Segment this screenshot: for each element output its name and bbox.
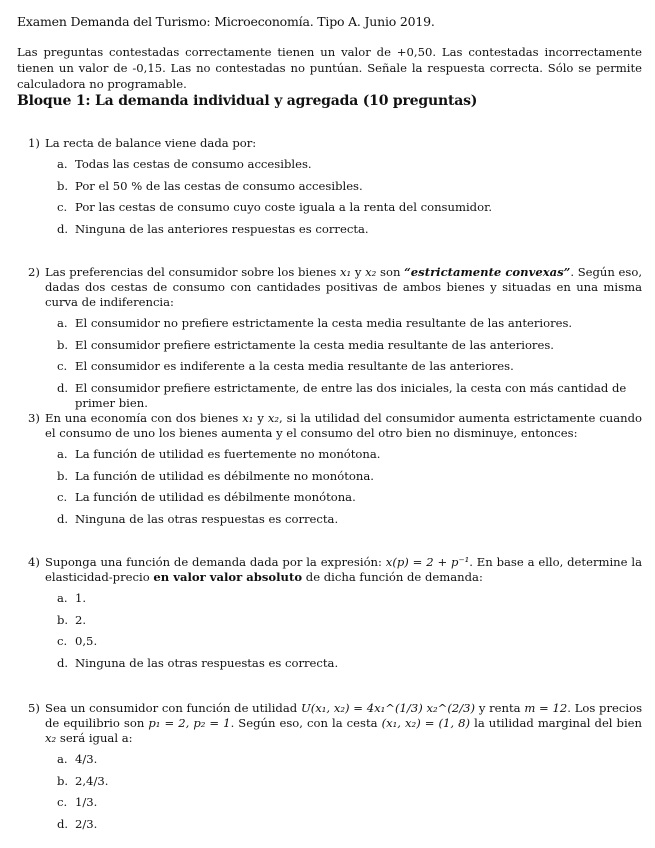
- question-text: . Según eso, dadas dos cestas de consumo con cantidades positivas de ambos bienes y situadas en una misma curva de indiferencia:: [45, 265, 643, 309]
- question-text: La recta de balance viene dada por:: [45, 136, 257, 150]
- option-letter: d.: [57, 221, 69, 236]
- question-2: [17, 265, 642, 417]
- question-text: . En base a ello, determine la elasticidad-precio: [45, 555, 642, 584]
- option-c[interactable]: [17, 634, 642, 649]
- option-letter: a.: [57, 591, 68, 605]
- option-letter: c.: [57, 200, 68, 214]
- option-a[interactable]: [17, 752, 642, 767]
- emphasized-text: “estrictamente convexas”: [404, 265, 571, 279]
- question-number: 2): [28, 265, 40, 279]
- question-text: y: [354, 265, 362, 279]
- option-letter: b.: [57, 612, 69, 627]
- option-text: Por las cestas de consumo cuyo coste iguala a la renta del consumidor.: [75, 200, 493, 214]
- option-text: La función de utilidad es débilmente monótona.: [75, 490, 356, 504]
- question-stem: [17, 265, 642, 310]
- option-letter: b.: [57, 178, 69, 193]
- option-text: 0,5.: [75, 634, 98, 648]
- question-3: [17, 411, 642, 533]
- option-a[interactable]: [17, 591, 642, 606]
- option-letter: a.: [57, 752, 68, 766]
- option-text: Todas las cestas de consumo accesibles.: [75, 157, 312, 171]
- price-values: p₁ = 2, p₂ = 1: [148, 716, 231, 730]
- question-text: son: [380, 265, 401, 279]
- math-variable: x₂: [365, 265, 377, 279]
- option-letter: b.: [57, 468, 69, 483]
- option-text: El consumidor no prefiere estrictamente la cesta media resultante de las anteriores.: [75, 316, 573, 330]
- option-b[interactable]: [17, 774, 642, 789]
- question-text: y: [257, 411, 264, 425]
- option-letter: b.: [57, 773, 69, 788]
- option-text: La función de utilidad es débilmente no monótona.: [75, 468, 374, 483]
- option-d[interactable]: [17, 656, 642, 671]
- option-letter: c.: [57, 490, 68, 504]
- option-text: 2/3.: [75, 816, 98, 831]
- option-a[interactable]: [17, 157, 642, 172]
- question-text: Las preferencias del consumidor sobre los bienes: [45, 265, 337, 279]
- option-text: 4/3.: [75, 752, 98, 766]
- option-text: Ninguna de las anteriores respuestas es correcta.: [75, 221, 369, 236]
- question-text: , si la utilidad del consumidor aumenta estrictamente cuando el consumo de uno los bienes aumenta y el consumo del otro bien no disminuye, entonces:: [45, 411, 642, 440]
- option-a[interactable]: [17, 316, 642, 331]
- option-text: Ninguna de las otras respuestas es correcta.: [75, 655, 339, 670]
- option-b[interactable]: [17, 469, 642, 484]
- option-letter: c.: [57, 634, 68, 648]
- bold-text: en valor valor absoluto: [153, 570, 303, 584]
- math-variable: x₂: [45, 731, 57, 745]
- option-letter: a.: [57, 316, 68, 330]
- option-text: 1/3.: [75, 795, 98, 809]
- question-number: 1): [28, 136, 40, 150]
- question-stem: [17, 411, 642, 441]
- question-text: . Los precios de equilibrio son: [45, 701, 643, 730]
- option-d[interactable]: [17, 222, 642, 237]
- question-text: Sea un consumidor con función de utilidad: [45, 701, 298, 715]
- math-variable: x₂: [267, 411, 280, 425]
- option-c[interactable]: [17, 795, 642, 810]
- question-4: [17, 555, 642, 677]
- option-letter: d.: [57, 655, 69, 670]
- question-number: 3): [28, 411, 40, 425]
- option-letter: d.: [57, 511, 69, 526]
- option-b[interactable]: [17, 179, 642, 194]
- option-c[interactable]: [17, 359, 642, 374]
- option-text: 2,4/3.: [75, 773, 109, 788]
- option-text: El consumidor prefiere estrictamente la cesta media resultante de las anteriores.: [75, 337, 554, 352]
- option-b[interactable]: [17, 338, 642, 353]
- option-a[interactable]: [17, 447, 642, 462]
- utility-function: U(x₁, x₂) = 4x₁^(1/3) x₂^(2/3): [300, 701, 476, 715]
- options-list: [17, 591, 642, 671]
- question-text: y renta: [478, 701, 521, 715]
- exam-header: Examen Demanda del Turismo: Microeconomía. Tipo A. Junio 2019.: [17, 14, 435, 29]
- option-text: La función de utilidad es fuertemente no monótona.: [75, 447, 381, 461]
- option-d[interactable]: [17, 512, 642, 527]
- option-text: 1.: [75, 591, 87, 605]
- option-text: El consumidor prefiere estrictamente, de entre las dos iniciales, la cesta con más cantidad de primer bien.: [75, 380, 627, 410]
- basket-values: (x₁, x₂) = (1, 8): [381, 716, 471, 730]
- math-variable: x₁: [242, 411, 254, 425]
- option-text: El consumidor es indiferente a la cesta media resultante de las anteriores.: [75, 359, 514, 373]
- option-letter: a.: [57, 157, 68, 171]
- demand-formula: x(p) = 2 + p⁻¹: [385, 555, 470, 569]
- option-text: Por el 50 % de las cestas de consumo accesibles.: [75, 178, 363, 193]
- question-number: 5): [28, 701, 40, 715]
- option-letter: b.: [57, 337, 69, 352]
- options-list: [17, 316, 642, 411]
- question-text: En una economía con dos bienes: [45, 411, 239, 425]
- option-letter: c.: [57, 795, 68, 809]
- question-text: la utilidad marginal del bien: [474, 716, 643, 730]
- math-variable: x₁: [339, 265, 352, 279]
- question-stem: [17, 136, 642, 151]
- option-d[interactable]: [17, 381, 642, 411]
- question-1: [17, 136, 642, 243]
- question-text: será igual a:: [59, 731, 133, 745]
- options-list: [17, 157, 642, 237]
- instructions-paragraph: Las preguntas contestadas correctamente tienen un valor de +0,50. Las contestadas incorrectamente tienen un valor de -0,15. Las no contestadas no puntúan. Señale la respuesta correcta. Sólo se permite calculadora no programable.: [17, 45, 642, 91]
- question-stem: [17, 555, 642, 585]
- option-text: Ninguna de las otras respuestas es correcta.: [75, 511, 339, 526]
- option-letter: d.: [57, 816, 69, 831]
- block-title: Bloque 1: La demanda individual y agregada (10 preguntas): [17, 93, 478, 109]
- options-list: [17, 447, 642, 527]
- question-text: Suponga una función de demanda dada por la expresión:: [45, 555, 382, 569]
- question-5: [17, 701, 642, 838]
- question-number: 4): [28, 555, 40, 569]
- question-text: de dicha función de demanda:: [305, 570, 483, 584]
- options-list: [17, 752, 642, 832]
- option-c[interactable]: [17, 200, 642, 215]
- option-letter: c.: [57, 359, 68, 373]
- option-text: 2.: [75, 612, 87, 627]
- option-letter: d.: [57, 380, 69, 395]
- option-b[interactable]: [17, 613, 642, 628]
- question-text: . Según eso, con la cesta: [230, 716, 378, 730]
- question-stem: [17, 701, 642, 746]
- income-value: m = 12: [524, 701, 568, 715]
- option-letter: a.: [57, 447, 68, 461]
- option-c[interactable]: [17, 490, 642, 505]
- option-d[interactable]: [17, 817, 642, 832]
